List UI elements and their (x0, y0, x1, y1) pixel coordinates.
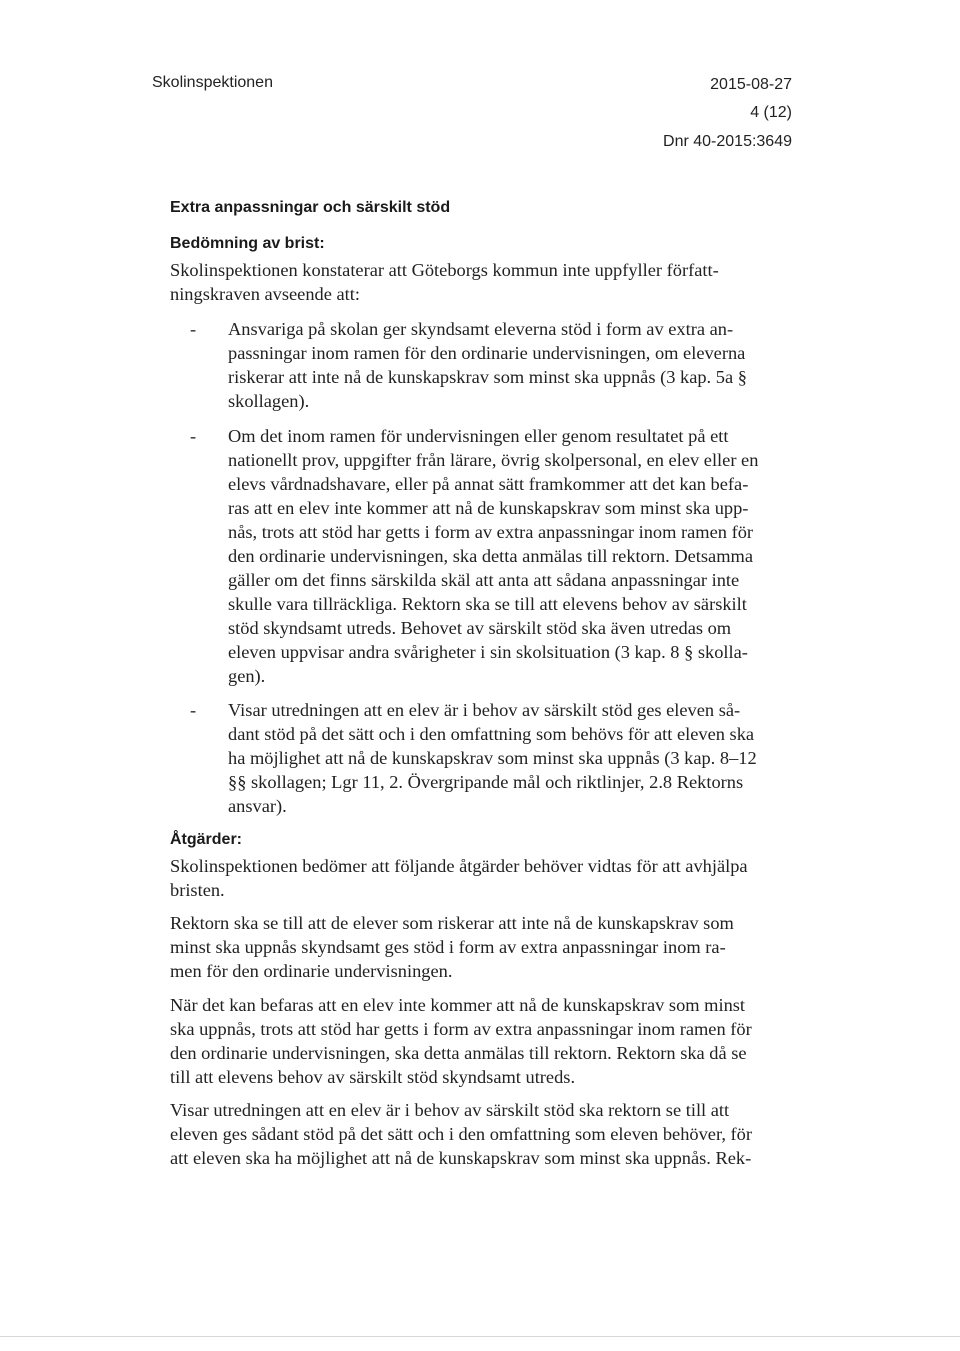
text-line: minst ska uppnås skyndsamt ges stöd i form av extra anpassningar inom ra- (170, 937, 726, 957)
list-item-text (228, 698, 757, 818)
actions-heading: Åtgärder: (170, 831, 243, 848)
footer-rule (0, 1336, 960, 1337)
text-line: När det kan befaras att en elev inte kommer att nå de kunskapskrav som minst (170, 995, 746, 1015)
text-line: eleven uppvisar andra svårigheter i sin skolsituation (3 kap. 8 § skolla- (228, 642, 748, 662)
text-line: Skolinspektionen konstaterar att Göteborgs kommun inte uppfyller författ- (170, 260, 719, 280)
text-line: ha möjlighet att nå de kunskapskrav som minst ska uppnås (3 kap. 8–12 (228, 748, 757, 768)
text-line: skulle vara tillräckliga. Rektorn ska se till att elevens behov av särskilt (228, 594, 747, 614)
text-line: den ordinarie undervisningen, ska detta anmälas till rektorn. Detsamma (228, 546, 753, 566)
list-item-text (228, 424, 758, 688)
text-line: bristen. (170, 880, 225, 900)
paragraph (170, 1098, 752, 1170)
organization-name: Skolinspektionen (152, 74, 273, 91)
text-line: nås, trots att stöd har getts i form av extra anpassningar inom ramen för (228, 522, 754, 542)
text-line: att eleven ska ha möjlighet att nå de kunskapskrav som minst ska uppnås. Rek- (170, 1148, 752, 1168)
section-title: Extra anpassningar och särskilt stöd (170, 199, 451, 216)
text-line: gen). (228, 666, 266, 686)
text-line: ras att en elev inte kommer att nå de kunskapskrav som minst ska upp- (228, 498, 749, 518)
text-line: stöd skyndsamt utreds. Behovet av särskilt stöd ska även utredas om (228, 618, 732, 638)
text-line: ska uppnås, trots att stöd har getts i form av extra anpassningar inom ramen för (170, 1019, 752, 1039)
text-line: eleven ges sådant stöd på det sätt och i den omfattning som eleven behöver, för (170, 1124, 752, 1144)
text-line: till att elevens behov av särskilt stöd skyndsamt utreds. (170, 1067, 576, 1087)
text-line: elevs vårdnadshavare, eller på annat sätt framkommer att det kan befa- (228, 474, 749, 494)
text-line: §§ skollagen; Lgr 11, 2. Övergripande mål och riktlinjer, 2.8 Rektorns (228, 772, 744, 792)
text-line: Visar utredningen att en elev är i behov av särskilt stöd ska rektorn se till att (170, 1100, 730, 1120)
reference-number: Dnr 40-2015:3649 (663, 133, 792, 150)
text-line: passningar inom ramen för den ordinarie undervisningen, om eleverna (228, 343, 746, 363)
assessment-heading: Bedömning av brist: (170, 235, 325, 252)
text-line: Skolinspektionen bedömer att följande åtgärder behöver vidtas för att avhjälpa (170, 856, 748, 876)
text-line: dant stöd på det sätt och i den omfattning som behövs för att eleven ska (228, 724, 755, 744)
list-dash: - (190, 426, 197, 446)
text-line: Rektorn ska se till att de elever som riskerar att inte nå de kunskapskrav som (170, 913, 734, 933)
text-line: den ordinarie undervisningen, ska detta anmälas till rektorn. Rektorn ska då se (170, 1043, 747, 1063)
text-line: nationellt prov, uppgifter från lärare, övrig skolpersonal, en elev eller en (228, 450, 759, 470)
page-number: 4 (12) (750, 104, 792, 121)
text-line: gäller om det finns särskilda skäl att anta att sådana anpassningar inte (228, 570, 740, 590)
text-line: ningskraven avseende att: (170, 284, 360, 304)
document-date: 2015-08-27 (710, 76, 792, 93)
paragraph (170, 854, 748, 902)
assessment-intro (170, 258, 719, 306)
list-dash: - (190, 700, 197, 720)
text-line: Visar utredningen att en elev är i behov av särskilt stöd ges eleven så- (228, 700, 741, 720)
text-line: riskerar att inte nå de kunskapskrav som minst ska uppnås (3 kap. 5a § (228, 367, 747, 387)
paragraph (170, 993, 752, 1089)
text-line: Om det inom ramen för undervisningen eller genom resultatet på ett (228, 426, 729, 446)
text-line: Ansvariga på skolan ger skyndsamt eleverna stöd i form av extra an- (228, 319, 734, 339)
list-dash: - (190, 319, 197, 339)
list-item-text (228, 317, 747, 413)
text-line: ansvar). (228, 796, 287, 816)
text-line: men för den ordinarie undervisningen. (170, 961, 453, 981)
paragraph (170, 911, 734, 983)
text-line: skollagen). (228, 391, 310, 411)
